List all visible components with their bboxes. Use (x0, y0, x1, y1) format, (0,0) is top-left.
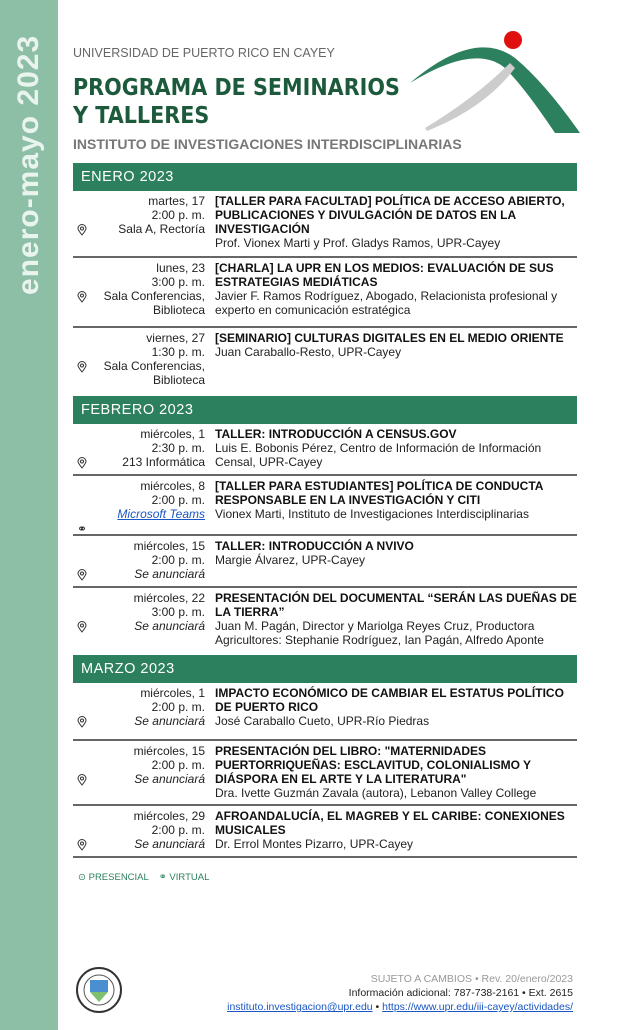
event-row (73, 258, 577, 328)
event-date: miércoles, 1 (140, 427, 205, 441)
event-people: Dr. Errol Montes Pizarro, UPR-Cayey (215, 837, 414, 851)
map-pin-icon: ⊙ (78, 872, 86, 883)
event-row (73, 536, 577, 588)
page-title (73, 74, 400, 130)
event-row (73, 328, 577, 393)
event-time: 1:30 p. m. (151, 345, 205, 359)
event-details (215, 686, 577, 739)
contact-info: Información adicional: 787-738-2161 • Ext. 2615 (348, 987, 573, 999)
event-title: PRESENTACIÓN DEL DOCUMENTAL “SERÁN LAS DUEÑAS DE LA TIERRA” (215, 591, 577, 619)
event-date: miércoles, 29 (133, 809, 205, 823)
place-link[interactable]: Microsoft Teams (117, 507, 205, 521)
event-title: [TALLER PARA ESTUDIANTES] POLÍTICA DE CONDUCTA RESPONSABLE EN LA INVESTIGACIÓN Y CITI (215, 479, 543, 507)
event-title: [SEMINARIO] CULTURAS DIGITALES EN EL MEDIO ORIENTE (215, 331, 564, 345)
map-pin-icon (77, 839, 87, 851)
event-row (73, 476, 577, 536)
event-details (215, 591, 577, 652)
event-date: miércoles, 8 (140, 479, 205, 493)
legend (78, 872, 209, 883)
month-header: ENERO 2023 (73, 163, 577, 191)
event-date: lunes, 23 (156, 261, 205, 275)
event-details (215, 427, 577, 474)
event-people: Juan Caraballo-Resto, UPR-Cayey (215, 345, 402, 359)
event-title: AFROANDALUCÍA, EL MAGREB Y EL CARIBE: CONEXIONES MUSICALES (215, 809, 565, 837)
event-time: 2:30 p. m. (151, 441, 205, 455)
event-place: 213 Informática (122, 455, 205, 469)
legend-presencial-label: PRESENCIAL (88, 872, 149, 883)
event-time: 2:00 p. m. (151, 758, 205, 772)
legend-presencial (78, 872, 149, 883)
event-place: Se anunciará (134, 567, 205, 581)
university-seal (75, 966, 123, 1014)
event-details (215, 479, 577, 534)
footer (227, 972, 573, 1014)
title-line-1: PROGRAMA DE SEMINARIOS (73, 75, 400, 101)
event-people: Luis E. Bobonis Pérez, Centro de Información de Información Censal, UPR-Cayey (215, 441, 542, 469)
institute-name: INSTITUTO DE INVESTIGACIONES INTERDISCIPLINARIAS (73, 136, 462, 152)
event-time: 2:00 p. m. (151, 493, 205, 507)
event-people: Javier F. Ramos Rodríguez, Abogado, Relacionista profesional y experto en comunicación estratégica (215, 289, 558, 317)
institute-logo (405, 28, 585, 140)
event-people-2: Agricultores: Stephanie Rodríguez, Ian Pagán, Alfredo Aponte (215, 633, 544, 647)
event-title: [TALLER PARA FACULTAD] POLÍTICA DE ACCESO ABIERTO, PUBLICACIONES Y DIVULGACIÓN DE DATOS EN LA INVESTIGACIÓN (215, 194, 565, 236)
event-time: 2:00 p. m. (151, 700, 205, 714)
map-pin-icon (77, 457, 87, 469)
event-people: Juan M. Pagán, Director y Mariolga Reyes Cruz, Productora (215, 619, 535, 633)
event-details (215, 261, 577, 326)
event-row (73, 683, 577, 741)
revision-notice: SUJETO A CAMBIOS • Rev. 20/enero/2023 (370, 973, 573, 985)
map-pin-icon (77, 361, 87, 373)
email-link[interactable]: instituto.investigacion@upr.edu (227, 1001, 373, 1013)
event-place: Sala A, Rectoría (118, 222, 205, 236)
schedule (73, 160, 577, 858)
event-when-where (73, 194, 215, 256)
event-row (73, 424, 577, 476)
event-place: Se anunciará (134, 837, 205, 851)
map-pin-icon (77, 774, 87, 786)
event-time: 2:00 p. m. (151, 823, 205, 837)
event-people: Prof. Vionex Marti y Prof. Gladys Ramos, UPR-Cayey (215, 236, 501, 250)
event-when-where (73, 744, 215, 804)
map-pin-icon (77, 224, 87, 236)
link-icon: ⚭ (77, 522, 88, 536)
event-people: Margie Álvarez, UPR-Cayey (215, 553, 366, 567)
event-date: viernes, 27 (146, 331, 205, 345)
event-place: Se anunciará (134, 772, 205, 786)
event-time: 3:00 p. m. (151, 275, 205, 289)
event-date: miércoles, 15 (133, 539, 205, 553)
map-pin-icon (77, 569, 87, 581)
event-place: Sala Conferencias, Biblioteca (103, 289, 205, 317)
event-when-where (73, 809, 215, 856)
event-time: 2:00 p. m. (151, 553, 205, 567)
event-title: TALLER: INTRODUCCIÓN A NVIVO (215, 539, 414, 553)
title-line-2: Y TALLERES (73, 103, 210, 129)
map-pin-icon (77, 621, 87, 633)
event-title: IMPACTO ECONÓMICO DE CAMBIAR EL ESTATUS POLÍTICO DE PUERTO RICO (215, 686, 564, 714)
event-time: 3:00 p. m. (151, 605, 205, 619)
event-row (73, 588, 577, 652)
event-details (215, 744, 577, 804)
event-row (73, 806, 577, 858)
month-header: MARZO 2023 (73, 655, 577, 683)
event-details (215, 331, 577, 393)
event-details (215, 194, 577, 256)
event-date: miércoles, 22 (133, 591, 205, 605)
separator: • (375, 1001, 380, 1013)
link-icon: ⚭ (158, 872, 167, 883)
event-details (215, 539, 577, 586)
event-place: Se anunciará (134, 619, 205, 633)
event-when-where (73, 427, 215, 474)
event-time: 2:00 p. m. (151, 208, 205, 222)
legend-virtual-label: VIRTUAL (169, 872, 210, 883)
sidebar-band (0, 0, 58, 1030)
event-date: martes, 17 (148, 194, 205, 208)
month-header: FEBRERO 2023 (73, 396, 577, 424)
event-row (73, 191, 577, 258)
event-title: [CHARLA] LA UPR EN LOS MEDIOS: EVALUACIÓN DE SUS ESTRATEGIAS MEDIÁTICAS (215, 261, 554, 289)
event-date: miércoles, 1 (140, 686, 205, 700)
event-row (73, 741, 577, 806)
event-when-where (73, 686, 215, 739)
event-people: Vionex Marti, Instituto de Investigaciones Interdisciplinarias (215, 507, 529, 521)
event-details (215, 809, 577, 856)
event-people: José Caraballo Cueto, UPR-Río Piedras (215, 714, 430, 728)
event-when-where (73, 331, 215, 393)
event-title: PRESENTACIÓN DEL LIBRO: "MATERNIDADES PUERTORRIQUEÑAS: ESCLAVITUD, COLONIALISMO Y DIÁSPORA EN EL ARTE Y LA LITERATURA" (215, 744, 531, 786)
event-when-where (73, 539, 215, 586)
event-title: TALLER: INTRODUCCIÓN A CENSUS.GOV (215, 427, 457, 441)
event-place: Se anunciará (134, 714, 205, 728)
event-date: miércoles, 15 (133, 744, 205, 758)
event-when-where (73, 591, 215, 652)
event-when-where (73, 479, 215, 534)
website-link[interactable]: https://www.upr.edu/iii-cayey/actividades/ (382, 1001, 573, 1013)
event-people: Dra. Ivette Guzmán Zavala (autora), Lebanon Valley College (215, 786, 537, 800)
map-pin-icon (77, 716, 87, 728)
date-range-label: enero-mayo 2023 (12, 34, 45, 295)
event-place: Sala Conferencias, Biblioteca (103, 359, 205, 387)
map-pin-icon (77, 291, 87, 303)
event-when-where (73, 261, 215, 326)
university-name: UNIVERSIDAD DE PUERTO RICO EN CAYEY (73, 46, 335, 60)
legend-virtual (159, 872, 210, 883)
